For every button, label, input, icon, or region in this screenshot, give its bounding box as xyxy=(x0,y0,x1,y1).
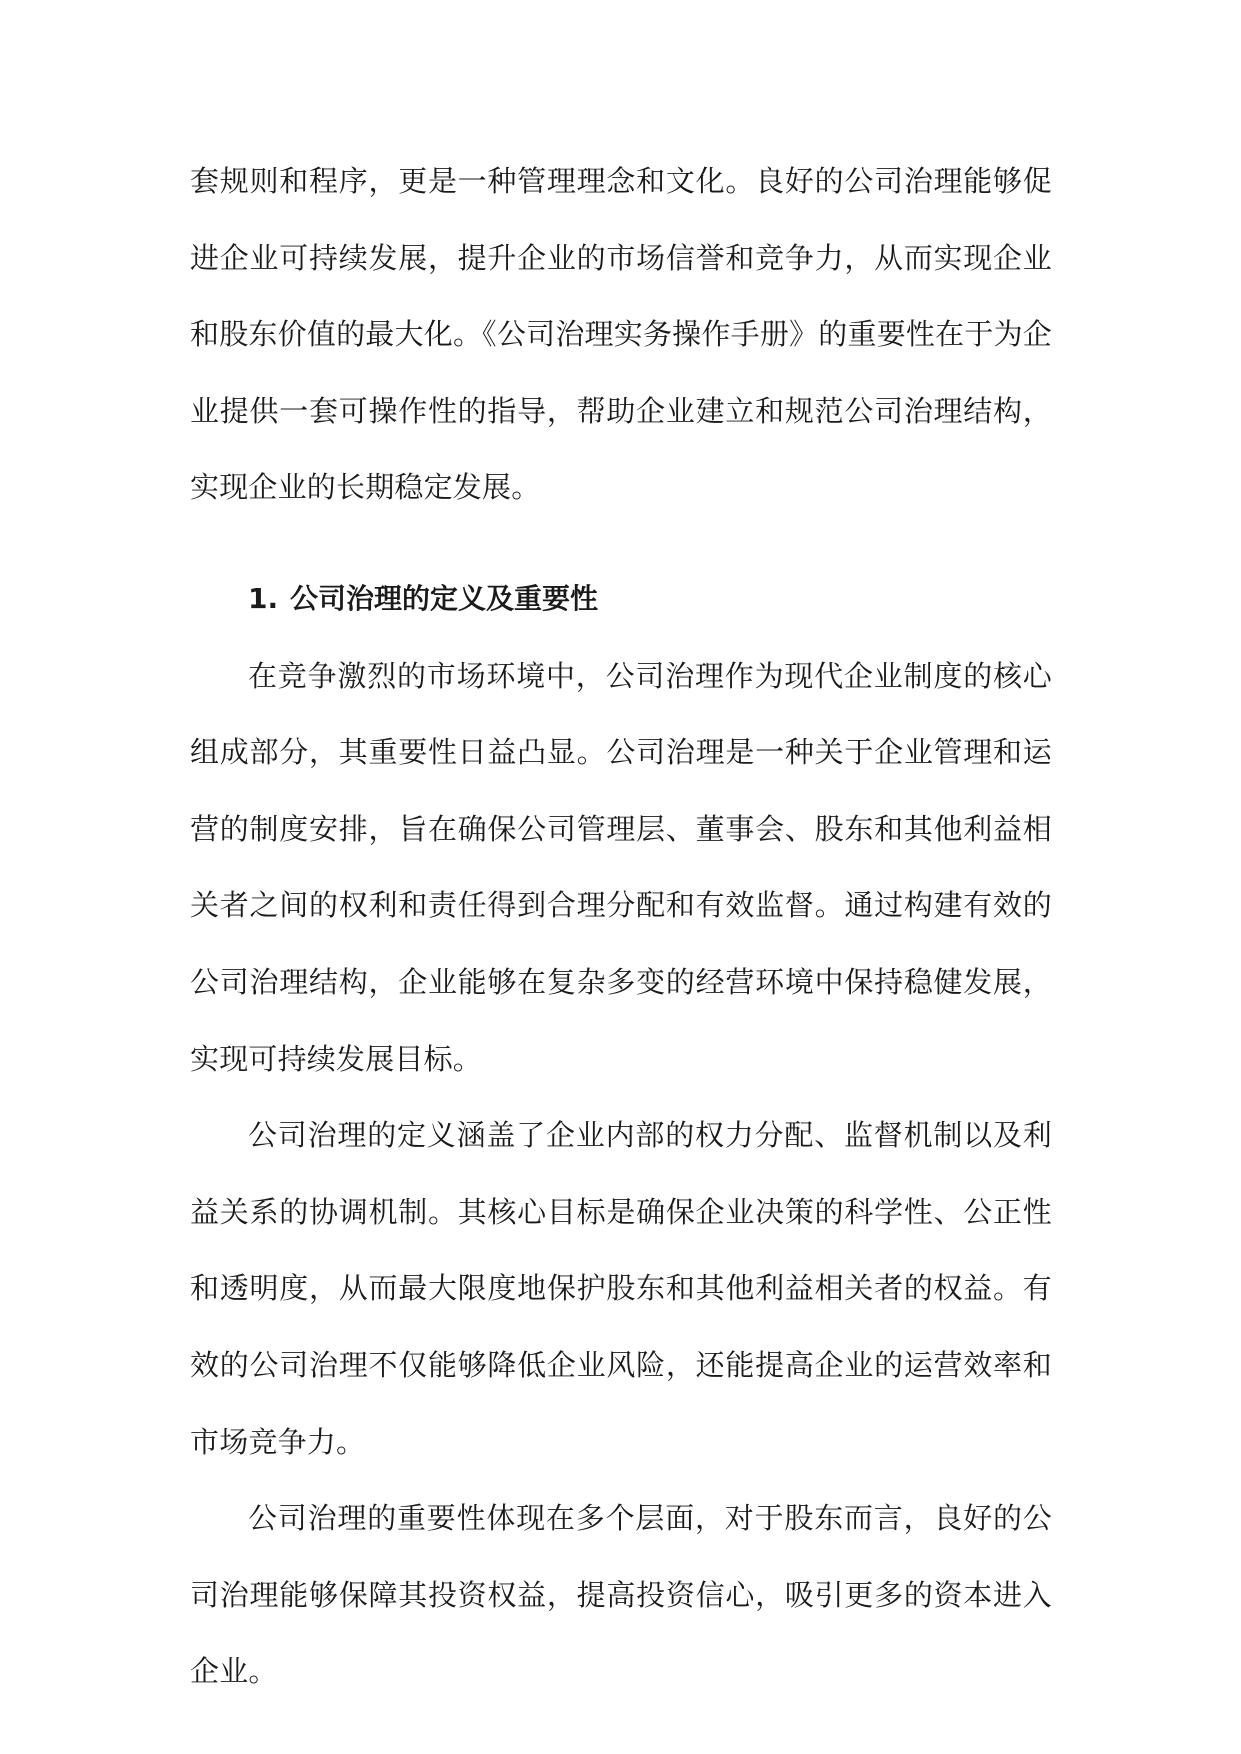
section-heading xyxy=(190,561,1052,638)
section-number: 1. xyxy=(248,581,279,615)
body-paragraph-2: 公司治理的定义涵盖了企业内部的权力分配、监督机制以及利益关系的协调机制。其核心目标是确保企业决策的科学性、公正性和透明度，从而最大限度地保护股东和其他利益相关者的权益。有效的公司治理不仅能够降低企业风险，还能提高企业的运营效率和市场竞争力。 xyxy=(190,1118,1052,1459)
section-spacer xyxy=(190,526,1052,561)
intro-paragraph: 套规则和程序，更是一种管理理念和文化。良好的公司治理能够促进企业可持续发展，提升企业的市场信誉和竞争力，从而实现企业和股东价值的最大化。《公司治理实务操作手册》的重要性在于为企业提供一套可操作性的指导，帮助企业建立和规范公司治理结构，实现企业的长期稳定发展。 xyxy=(190,164,1052,505)
body-paragraph-1: 在竞争激烈的市场环境中，公司治理作为现代企业制度的核心组成部分，其重要性日益凸显。公司治理是一种关于企业管理和运营的制度安排，旨在确保公司管理层、董事会、股东和其他利益相关者之间的权利和责任得到合理分配和有效监督。通过构建有效的公司治理结构，企业能够在复杂多变的经营环境中保持稳健发展，实现可持续发展目标。 xyxy=(190,658,1052,1076)
section-title: 公司治理的定义及重要性 xyxy=(290,581,599,615)
body-paragraph-3: 公司治理的重要性体现在多个层面，对于股东而言，良好的公司治理能够保障其投资权益，提高投资信心，吸引更多的资本进入企业。 xyxy=(190,1501,1052,1689)
document-page xyxy=(190,143,1052,1710)
